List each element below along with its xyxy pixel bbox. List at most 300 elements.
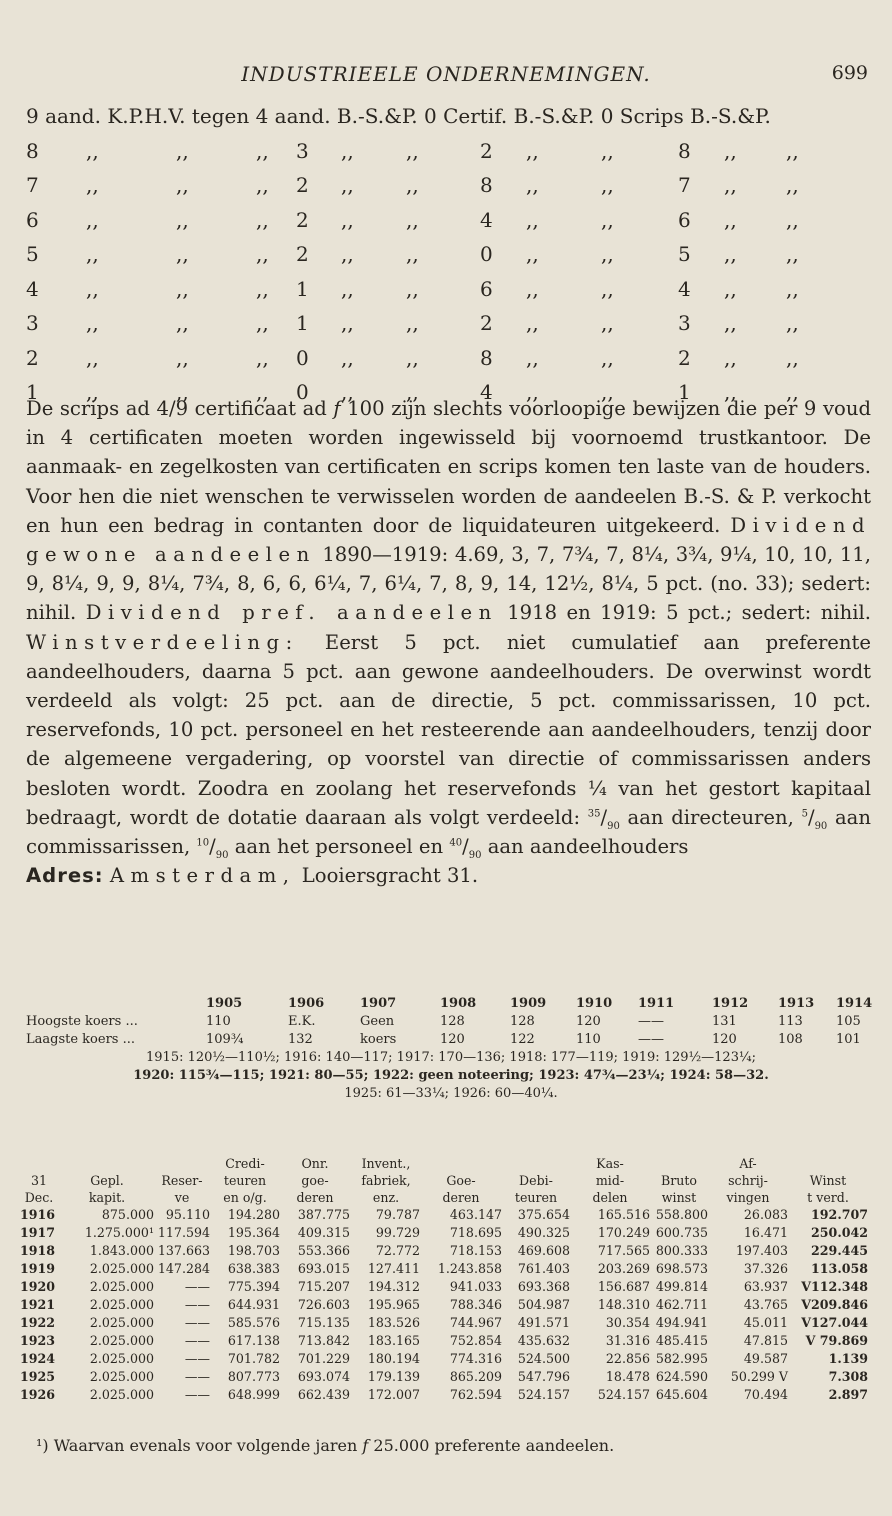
table-cell: 1.843.000: [89, 1243, 154, 1258]
footnote-mark: ¹): [36, 1436, 49, 1455]
ditto-mark: ,,: [256, 380, 269, 404]
column-header: Winst: [809, 1173, 847, 1188]
table-cell: ——: [184, 1387, 210, 1402]
ditto-mark: ,,: [256, 276, 269, 301]
header-row: [20, 1190, 880, 1207]
ditto-mark: ,,: [786, 138, 799, 163]
table-cell: 644.931: [227, 1297, 280, 1312]
table-cell: 31.316: [605, 1333, 650, 1348]
running-title: INDUSTRIEELE ONDERNEMINGEN.: [241, 62, 651, 86]
header-row: [20, 1156, 880, 1173]
table-cell: 22.856: [605, 1351, 650, 1366]
ditto-mark: ,,: [176, 207, 189, 232]
table-row: [20, 1207, 880, 1225]
ditto-mark: ,,: [86, 276, 99, 301]
ratio-row: [26, 139, 876, 174]
table-cell: 491.571: [517, 1315, 570, 1330]
year-header: 1905: [206, 996, 243, 1011]
table-cell: 117.594: [157, 1225, 210, 1240]
ditto-mark: ,,: [406, 380, 419, 404]
table-cell: 2.025.000: [89, 1387, 154, 1402]
column-header: Goe-: [446, 1173, 476, 1188]
year-header: 1914: [836, 996, 873, 1011]
table-cell: 49.587: [743, 1351, 788, 1366]
guilder-sign: f: [362, 1436, 369, 1455]
fraction: ¼: [587, 776, 607, 800]
table-cell: 409.315: [297, 1225, 350, 1240]
table-cell: 524.157: [517, 1387, 570, 1402]
ratio-value: 4: [26, 276, 39, 301]
table-cell: 70.494: [743, 1387, 788, 1402]
table-row: [20, 1225, 880, 1243]
table-cell: ——: [184, 1279, 210, 1294]
table-cell: 195.364: [227, 1225, 280, 1240]
ratio-value: 7: [678, 173, 691, 197]
table-row: [20, 1387, 880, 1405]
ditto-mark: ,,: [341, 380, 354, 404]
table-cell: 701.782: [227, 1351, 280, 1366]
text-run: aan aandeelhouders: [487, 835, 689, 859]
table-cell: ——: [184, 1297, 210, 1312]
year-cell: 1918: [20, 1243, 56, 1258]
price-line: 1915: 120½—110½; 1916: 140—117; 1917: 170—136; 1918: 177—119; 1919: 129½—123¼;: [146, 1050, 756, 1065]
price-cell: 110: [576, 1032, 601, 1047]
table-cell: 195.965: [367, 1297, 420, 1312]
winstverdeeling-heading: Winstverdeeling:: [26, 630, 299, 654]
ditto-mark: ,,: [601, 138, 614, 163]
column-header: deren: [442, 1190, 480, 1205]
table-cell: 645.604: [655, 1387, 708, 1402]
ditto-mark: ,,: [341, 276, 354, 301]
ratio-value: 1: [296, 276, 309, 301]
price-cell: 132: [288, 1032, 313, 1047]
fraction-numerator: 40: [449, 837, 463, 849]
table-cell: 72.772: [375, 1243, 420, 1258]
ditto-mark: ,,: [86, 138, 99, 163]
price-line: 1925: 61—33¼; 1926: 60—40¼.: [344, 1086, 558, 1101]
table-cell: 752.854: [449, 1333, 502, 1348]
ditto-mark: ,,: [176, 173, 189, 197]
year-cell: 1923: [20, 1333, 56, 1348]
price-cell: ——: [638, 1014, 664, 1029]
table-cell: V127.044: [801, 1315, 868, 1330]
table-cell: 148.310: [597, 1297, 650, 1312]
price-cell: 120: [712, 1032, 737, 1047]
ditto-mark: ,,: [601, 345, 614, 370]
ditto-mark: ,,: [406, 173, 419, 197]
table-cell: 375.654: [517, 1207, 570, 1222]
price-cell: 105: [836, 1014, 861, 1029]
ratio-value: 4: [480, 207, 493, 232]
year-header: 1906: [288, 996, 325, 1011]
financial-table-body: [20, 1207, 880, 1405]
table-row: [20, 1279, 880, 1297]
ditto-mark: ,,: [601, 276, 614, 301]
table-cell: 250.042: [811, 1225, 868, 1240]
table-cell: 2.025.000: [89, 1297, 154, 1312]
ratio-value: 6: [26, 207, 39, 232]
table-cell: 50.299 V: [730, 1369, 788, 1384]
row-label: Hoogste koers ...: [26, 1014, 138, 1029]
table-cell: 2.025.000: [89, 1261, 154, 1276]
ratio-value: 1: [26, 380, 39, 404]
table-cell: 387.775: [297, 1207, 350, 1222]
table-cell: V 79.869: [805, 1333, 868, 1348]
ditto-mark: ,,: [256, 311, 269, 335]
ditto-mark: ,,: [724, 345, 737, 370]
ditto-mark: ,,: [406, 207, 419, 232]
table-cell: 485.415: [655, 1333, 708, 1348]
fraction-numerator: 35: [587, 808, 601, 820]
column-header: t verd.: [807, 1190, 849, 1205]
table-cell: 1.243.858: [437, 1261, 502, 1276]
table-row: [20, 1315, 880, 1333]
ratio-value: 2: [480, 138, 493, 163]
column-header: Gepl.: [90, 1173, 124, 1188]
price-cell: 109¾: [206, 1032, 244, 1047]
ditto-mark: ,,: [86, 311, 99, 335]
ditto-mark: ,,: [601, 380, 614, 404]
table-cell: 585.576: [227, 1315, 280, 1330]
price-cell: ——: [638, 1032, 664, 1047]
fraction-denominator: 90: [607, 820, 620, 832]
text-run: 1918 en 1919: 5 pct.; sedert: nihil.: [507, 601, 871, 625]
column-header: goe-: [301, 1173, 329, 1188]
ratio-row-first: [26, 104, 876, 139]
year-cell: 1917: [20, 1225, 56, 1240]
column-header: Credi-: [225, 1156, 265, 1171]
ditto-mark: ,,: [601, 311, 614, 335]
column-header: mid-: [595, 1173, 625, 1188]
table-row: [20, 1297, 880, 1315]
ditto-mark: ,,: [724, 380, 737, 404]
ratio-value: 2: [678, 345, 691, 370]
ditto-mark: ,,: [256, 138, 269, 163]
ditto-mark: ,,: [176, 138, 189, 163]
ratio-value: 3: [296, 138, 309, 163]
text-run: Eerst 5 pct. niet cumulatief aan preferente aandeelhouders, daarna 5 pct. aan gewone aandeelhouders. De overwinst wordt verdeeld als volgt: 25 pct. aan de directie, 5 pct. commissarissen, 10 pct. reservefonds, 10 pct. personeel en het resteerende aan aandeelhouders, tenzij door de algemeene vergadering, op voorstel van directie of commissarissen anders besloten wordt. Zoodra en zoolang het reservefonds: [26, 630, 871, 800]
page-number: 699: [831, 62, 868, 84]
ditto-mark: ,,: [406, 276, 419, 301]
table-cell: 582.995: [655, 1351, 708, 1366]
ditto-mark: ,,: [526, 380, 539, 404]
ditto-mark: ,,: [526, 276, 539, 301]
table-cell: 662.439: [297, 1387, 350, 1402]
table-cell: 47.815: [743, 1333, 788, 1348]
ditto-mark: ,,: [526, 311, 539, 335]
table-cell: 524.500: [517, 1351, 570, 1366]
table-cell: 693.015: [297, 1261, 350, 1276]
table-cell: 197.403: [735, 1243, 788, 1258]
table-cell: 198.703: [227, 1243, 280, 1258]
ditto-mark: ,,: [406, 345, 419, 370]
address-street: Looiersgracht 31.: [301, 864, 479, 888]
fraction-numerator: 5: [801, 808, 808, 820]
table-cell: 99.729: [375, 1225, 420, 1240]
column-header: Onr.: [301, 1156, 329, 1171]
table-cell: 715.207: [297, 1279, 350, 1294]
column-header: delen: [592, 1190, 628, 1205]
ratio-value: 0: [296, 345, 309, 370]
column-header: ve: [174, 1190, 190, 1205]
text-run: aan commissarissen,: [26, 805, 871, 859]
table-cell: 127.411: [367, 1261, 420, 1276]
address-city: Amsterdam,: [109, 864, 296, 888]
ratio-value: 6: [678, 207, 691, 232]
table-cell: 701.229: [297, 1351, 350, 1366]
column-header: 31: [30, 1173, 48, 1188]
ratio-value: 1: [296, 311, 309, 335]
ditto-mark: ,,: [86, 380, 99, 404]
ratio-value: 3: [678, 311, 691, 335]
price-cell: 113: [778, 1014, 803, 1029]
ditto-mark: ,,: [86, 207, 99, 232]
table-cell: 865.209: [449, 1369, 502, 1384]
ratio-value: 5: [26, 242, 39, 266]
column-header: Invent.,: [361, 1156, 411, 1171]
price-high-row: [26, 1014, 876, 1032]
ditto-mark: ,,: [256, 173, 269, 197]
column-header: Reser-: [161, 1173, 203, 1188]
year-header: 1910: [576, 996, 613, 1011]
ditto-mark: ,,: [786, 173, 799, 197]
ditto-mark: ,,: [786, 276, 799, 301]
ratio-row: [26, 277, 876, 312]
table-cell: 600.735: [655, 1225, 708, 1240]
financial-table: [20, 1156, 880, 1405]
table-cell: 941.033: [449, 1279, 502, 1294]
table-cell: 775.394: [227, 1279, 280, 1294]
column-header: teuren: [223, 1173, 267, 1188]
price-cell: 128: [510, 1014, 535, 1029]
table-cell: 194.280: [227, 1207, 280, 1222]
text-run: aan het personeel en: [234, 835, 444, 859]
ratio-row: [26, 346, 876, 381]
ratio-value: 8: [26, 138, 39, 163]
ditto-mark: ,,: [786, 345, 799, 370]
financial-table-header: [20, 1156, 880, 1207]
table-cell: V112.348: [801, 1279, 868, 1294]
column-header: winst: [661, 1190, 697, 1205]
ditto-mark: ,,: [786, 207, 799, 232]
ditto-mark: ,,: [176, 345, 189, 370]
ratio-row: [26, 311, 876, 346]
address-label: Adres:: [26, 864, 104, 888]
table-cell: 504.987: [517, 1297, 570, 1312]
year-header: 1911: [638, 996, 675, 1011]
price-cell: 120: [440, 1032, 465, 1047]
year-cell: 1921: [20, 1297, 56, 1312]
ditto-mark: ,,: [601, 207, 614, 232]
price-low-row: [26, 1032, 876, 1050]
ditto-mark: ,,: [256, 207, 269, 232]
ratio-value: 4: [678, 276, 691, 301]
table-cell: 26.083: [743, 1207, 788, 1222]
ditto-mark: ,,: [341, 242, 354, 266]
ditto-mark: ,,: [526, 345, 539, 370]
year-cell: 1916: [20, 1207, 56, 1222]
ratio-value: 0: [296, 380, 309, 404]
ratio-row: [26, 242, 876, 277]
ratio-value: 2: [26, 345, 39, 370]
table-cell: 800.333: [655, 1243, 708, 1258]
table-cell: 179.139: [367, 1369, 420, 1384]
ditto-mark: ,,: [176, 311, 189, 335]
ditto-mark: ,,: [341, 207, 354, 232]
table-cell: ——: [184, 1333, 210, 1348]
table-cell: 435.632: [517, 1333, 570, 1348]
ditto-mark: ,,: [724, 242, 737, 266]
table-cell: 524.157: [597, 1387, 650, 1402]
table-cell: 726.603: [297, 1297, 350, 1312]
ratio-value: 2: [296, 207, 309, 232]
ditto-mark: ,,: [256, 345, 269, 370]
column-header: Debi-: [519, 1173, 553, 1188]
column-header: vingen: [726, 1190, 770, 1205]
table-cell: 762.594: [449, 1387, 502, 1402]
table-cell: V209.846: [801, 1297, 868, 1312]
table-cell: 807.773: [227, 1369, 280, 1384]
ditto-mark: ,,: [786, 380, 799, 404]
text-run: 1890—1919: 4.69, 3, 7, 7¾, 7, 8¼, 3¾, 9¼, 10, 10, 11, 9, 8¼, 9, 9, 8¼, 7¾, 8, 6, 6, 6¼, 7, 6¼, 7, 8, 9, 14, 12½, 8¼, 5 pct. (no. 33); sedert: nihil.: [26, 543, 871, 625]
table-cell: 761.403: [517, 1261, 570, 1276]
ditto-mark: ,,: [724, 138, 737, 163]
table-cell: 713.842: [297, 1333, 350, 1348]
table-cell: 137.663: [157, 1243, 210, 1258]
price-table: [26, 996, 876, 1104]
table-cell: 194.312: [367, 1279, 420, 1294]
table-row: [20, 1243, 880, 1261]
ditto-mark: ,,: [724, 173, 737, 197]
table-cell: 45.011: [743, 1315, 788, 1330]
table-cell: 875.000: [101, 1207, 154, 1222]
ditto-mark: ,,: [176, 242, 189, 266]
price-cell: Geen: [360, 1014, 395, 1029]
table-cell: 37.326: [743, 1261, 788, 1276]
ratio-rows: [26, 139, 876, 415]
table-cell: 183.165: [367, 1333, 420, 1348]
table-cell: ——: [184, 1369, 210, 1384]
ratio-value: 2: [480, 311, 493, 335]
table-cell: 170.249: [597, 1225, 650, 1240]
column-header: teuren: [514, 1190, 558, 1205]
price-years-row: [26, 996, 876, 1014]
ditto-mark: ,,: [601, 173, 614, 197]
table-cell: 693.368: [517, 1279, 570, 1294]
table-cell: 192.707: [811, 1207, 868, 1222]
dividend-pref-heading: Dividend pref. aandeelen: [85, 601, 498, 625]
table-cell: 2.025.000: [89, 1351, 154, 1366]
table-cell: 183.526: [367, 1315, 420, 1330]
fraction-numerator: 10: [196, 837, 210, 849]
table-cell: 165.516: [597, 1207, 650, 1222]
fraction-denominator: 90: [814, 820, 828, 832]
ditto-mark: ,,: [786, 311, 799, 335]
table-cell: 624.590: [655, 1369, 708, 1384]
table-cell: 30.354: [605, 1315, 650, 1330]
ditto-mark: ,,: [341, 173, 354, 197]
ditto-mark: ,,: [86, 173, 99, 197]
ditto-mark: ,,: [341, 311, 354, 335]
table-cell: 693.074: [297, 1369, 350, 1384]
table-cell: 147.284: [157, 1261, 210, 1276]
table-cell: 558.800: [655, 1207, 708, 1222]
column-header: Bruto: [660, 1173, 698, 1188]
table-cell: 63.937: [743, 1279, 788, 1294]
column-header: en o/g.: [223, 1190, 267, 1205]
ditto-mark: ,,: [526, 173, 539, 197]
ratio-value: 8: [678, 138, 691, 163]
price-cell: koers: [360, 1032, 397, 1047]
header-row: [20, 1173, 880, 1190]
year-cell: 1922: [20, 1315, 56, 1330]
dividend-heading: Dividend gewone aandeelen: [26, 513, 871, 567]
price-cell: 122: [510, 1032, 535, 1047]
table-cell: 2.025.000: [89, 1333, 154, 1348]
table-cell: 547.796: [517, 1369, 570, 1384]
exchange-ratio-table: [26, 104, 876, 415]
table-cell: 718.695: [449, 1225, 502, 1240]
table-cell: 7.308: [828, 1369, 868, 1384]
table-row: [20, 1369, 880, 1387]
table-cell: ——: [184, 1351, 210, 1366]
year-cell: 1920: [20, 1279, 56, 1294]
year-cell: 1924: [20, 1351, 56, 1366]
price-cell: 110: [206, 1014, 231, 1029]
price-line: 1920: 115¾—115; 1921: 80—55; 1922: geen noteering; 1923: 47¾—23¼; 1924: 58—32.: [133, 1068, 769, 1083]
year-cell: 1925: [20, 1369, 56, 1384]
price-cell: 120: [576, 1014, 601, 1029]
table-cell: 469.608: [517, 1243, 570, 1258]
text-run: 100 zijn slechts voorloopige bewijzen die per 9 voud in 4 certificaten moeten worden ingewisseld bij voornoemd trustkantoor. De aanmaak- en zegelkosten van certificaten en scrips komen ten laste van de houders. Voor hen die niet wenschen te verwisselen worden de aandeelen B.-S. & P. verkocht en hun een bedrag in contanten door de liquidateuren uitgekeerd.: [26, 397, 871, 537]
fraction-denominator: 90: [468, 849, 482, 861]
table-cell: 698.573: [655, 1261, 708, 1276]
text-run: van het gestort kapitaal bedraagt, wordt de dotatie daaraan als volgt verdeeld:: [26, 776, 871, 829]
table-cell: 718.153: [449, 1243, 502, 1258]
ratio-value: 5: [678, 242, 691, 266]
column-header: Af-: [739, 1156, 757, 1171]
price-cell: 128: [440, 1014, 465, 1029]
table-cell: 638.383: [227, 1261, 280, 1276]
year-cell: 1926: [20, 1387, 56, 1402]
ditto-mark: ,,: [406, 242, 419, 266]
table-cell: 2.897: [828, 1387, 868, 1402]
ratio-value: 2: [296, 242, 309, 266]
table-cell: 113.058: [811, 1261, 868, 1276]
table-cell: 462.711: [655, 1297, 708, 1312]
table-row: [20, 1333, 880, 1351]
table-cell: 499.814: [655, 1279, 708, 1294]
table-cell: 494.941: [655, 1315, 708, 1330]
year-header: 1909: [510, 996, 547, 1011]
ratio-value: 1: [678, 380, 691, 404]
ditto-mark: ,,: [406, 138, 419, 163]
ditto-mark: ,,: [786, 242, 799, 266]
footnote-amount: 25.000 preferente aandeelen.: [373, 1436, 615, 1455]
table-row: [20, 1261, 880, 1279]
table-cell: 744.967: [449, 1315, 502, 1330]
ditto-mark: ,,: [86, 242, 99, 266]
table-row: [20, 1351, 880, 1369]
table-cell: 180.194: [367, 1351, 420, 1366]
table-cell: 553.366: [297, 1243, 350, 1258]
table-cell: 490.325: [517, 1225, 570, 1240]
table-cell: 648.999: [227, 1387, 280, 1402]
column-header: fabriek,: [361, 1173, 411, 1188]
ditto-mark: ,,: [601, 242, 614, 266]
year-header: 1908: [440, 996, 477, 1011]
ratio-value: 8: [480, 345, 493, 370]
